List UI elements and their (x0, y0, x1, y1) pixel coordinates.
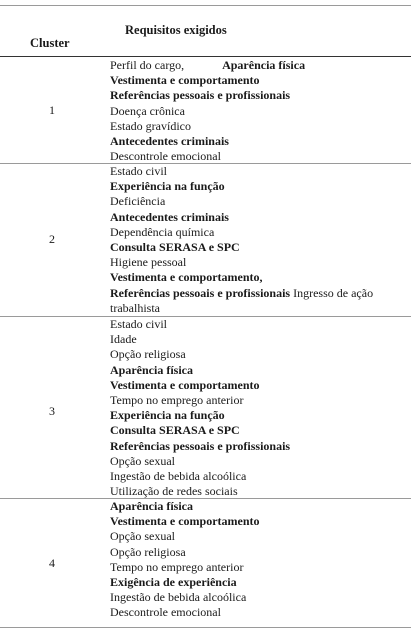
header-rule (0, 56, 411, 57)
table-header (0, 6, 411, 58)
requirement-text-extra: Aparência física (222, 58, 306, 72)
requirement-item: Opção religiosa (110, 544, 186, 559)
requirement-item: Experiência na função (110, 408, 225, 423)
requirement-item: Vestimenta e comportamento (110, 377, 260, 392)
requirement-item: Descontrole emocional (110, 605, 221, 620)
requirement-item: Aparência física (110, 362, 193, 377)
header-cluster: Cluster (30, 36, 70, 50)
requirement-item: Doença crônica (110, 103, 185, 118)
requirements-list (110, 499, 410, 621)
requirement-item: Estado civil (110, 317, 167, 331)
requirement-item (110, 58, 410, 73)
requirement-item: Vestimenta e comportamento, (110, 270, 263, 285)
requirement-item: Antecedentes criminais (110, 209, 229, 224)
requirement-text: Perfil do cargo, (110, 58, 185, 72)
requirement-item: Vestimenta e comportamento (110, 73, 260, 88)
requirement-text-extra: Ingresso de ação (293, 285, 374, 300)
requirement-item: Ingestão de bebida alcoólica (110, 468, 247, 483)
requirement-item: Tempo no emprego anterior (110, 392, 244, 407)
cluster-number: 4 (49, 556, 55, 570)
requirement-item: Tempo no emprego anterior (110, 559, 244, 574)
cluster-number: 3 (49, 404, 55, 418)
requirement-item: Dependência química (110, 224, 215, 239)
requirement-item: Referências pessoais e profissionais (110, 438, 291, 453)
cluster-number: 1 (49, 103, 55, 117)
requirement-item: Estado civil (110, 164, 167, 178)
requirement-item: Utilização de redes sociais (110, 484, 238, 499)
requirement-text: Referências pessoais e profissionais (110, 285, 291, 300)
requirement-item: Estado gravídico (110, 118, 191, 133)
requirement-item: Experiência na função (110, 179, 225, 194)
requirement-item: trabalhista (110, 300, 160, 315)
requirement-item: Deficiência (110, 194, 166, 209)
requirements-list (110, 317, 410, 499)
requirement-item: Aparência física (110, 499, 193, 513)
requirement-item: Descontrole emocional (110, 149, 221, 164)
cluster-number: 2 (49, 232, 55, 246)
requirement-item: Exigência de experiência (110, 574, 237, 589)
requirement-item (110, 286, 410, 301)
requirement-item: Higiene pessoal (110, 255, 187, 270)
requirement-item: Referências pessoais e profissionais (110, 88, 291, 103)
header-requirements: Requisitos exigidos (125, 23, 227, 37)
requirement-item: Idade (110, 332, 137, 347)
requirement-item: Ingestão de bebida alcoólica (110, 590, 247, 605)
requirement-item: Antecedentes criminais (110, 133, 229, 148)
requirement-item: Consulta SERASA e SPC (110, 239, 240, 254)
requirement-item: Vestimenta e comportamento (110, 514, 260, 529)
requirement-item: Opção sexual (110, 529, 175, 544)
table-bottom-rule (0, 627, 411, 628)
requirement-item: Opção sexual (110, 453, 175, 468)
requirement-item: Opção religiosa (110, 347, 186, 362)
requirements-list (110, 58, 410, 164)
requirement-item: Consulta SERASA e SPC (110, 423, 240, 438)
requirements-list (110, 164, 410, 316)
